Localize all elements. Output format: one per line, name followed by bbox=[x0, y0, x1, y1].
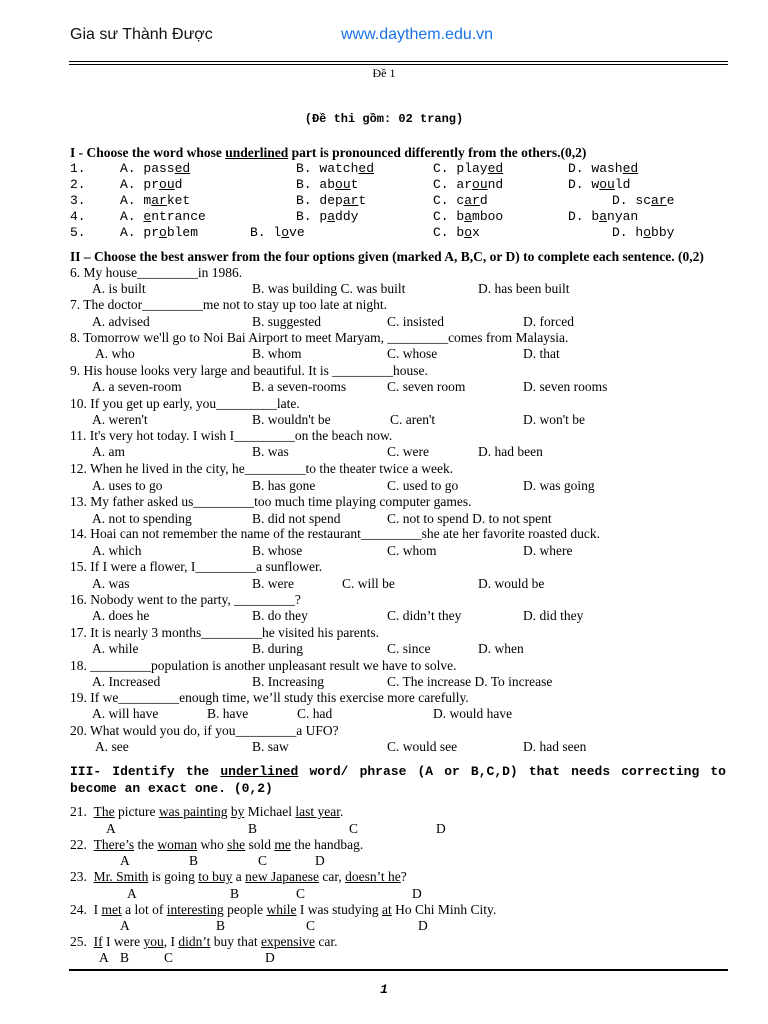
section2-line-17: B. a seven-rooms bbox=[252, 379, 347, 394]
section2-line-60: A. Increased bbox=[92, 674, 161, 689]
q24-letter-a: A bbox=[120, 918, 130, 933]
section2-line-58: D. when bbox=[478, 641, 524, 656]
section2-line-26: A. am bbox=[92, 444, 125, 459]
section2-line-56: B. during bbox=[252, 641, 304, 656]
section2-heading: II – Choose the best answer from the four options given (marked A, B,C, or D) to complete each sentence. (0,2) bbox=[70, 249, 704, 264]
section1-row-2-option-b: B. about bbox=[296, 177, 359, 192]
section1-row-4-number: 4. bbox=[70, 209, 86, 224]
section2-line-41: B. whose bbox=[252, 543, 303, 558]
q22-letter-c: C bbox=[258, 853, 268, 868]
section2-line-24: D. won't be bbox=[523, 412, 586, 427]
section2-line-44: 15. If I were a flower, I_________a sunflower. bbox=[70, 559, 323, 574]
section2-line-23: C. aren't bbox=[390, 412, 436, 427]
section2-line-43: D. where bbox=[523, 543, 573, 558]
section1-row-4-option-a: A. entrance bbox=[120, 209, 206, 224]
section2-line-46: B. were bbox=[252, 576, 294, 591]
section1-row-4-option-c: C. bamboo bbox=[433, 209, 504, 224]
q25-letter-d: D bbox=[265, 950, 275, 965]
question-24: 24. I met a lot of interesting people while I was studying at Ho Chi Minh City. bbox=[70, 902, 497, 917]
section2-line-54: 17. It is nearly 3 months_________he visited his parents. bbox=[70, 625, 379, 640]
section1-row-3-option-d: D. scare bbox=[612, 193, 675, 208]
question-23: 23. Mr. Smith is going to buy a new Japanese car, doesn’t he? bbox=[70, 869, 407, 884]
section2-line-67: D. would have bbox=[433, 706, 513, 721]
section2-line-48: D. would be bbox=[478, 576, 545, 591]
section2-line-64: A. will have bbox=[92, 706, 159, 721]
q22-letter-b: B bbox=[189, 853, 199, 868]
section2-line-51: B. do they bbox=[252, 608, 308, 623]
section1-row-2-option-c: C. around bbox=[433, 177, 504, 192]
section2-line-1: 6. My house_________in 1986. bbox=[70, 265, 243, 280]
section2-line-27: B. was bbox=[252, 444, 289, 459]
section2-line-21: A. weren't bbox=[92, 412, 148, 427]
q22-letter-a: A bbox=[120, 853, 130, 868]
section2-line-34: D. was going bbox=[523, 478, 595, 493]
section2-line-32: B. has gone bbox=[252, 478, 316, 493]
question-21: 21. The picture was painting by Michael last year. bbox=[70, 804, 344, 819]
q23-letter-a: A bbox=[127, 886, 137, 901]
section2-line-45: A. was bbox=[92, 576, 130, 591]
section1-row-5-option-c: C. box bbox=[433, 225, 480, 240]
footer-rule bbox=[69, 969, 728, 971]
section2-line-66: C. had bbox=[297, 706, 333, 721]
section2-line-20: 10. If you get up early, you_________late. bbox=[70, 396, 300, 411]
section1-row-2-option-a: A. proud bbox=[120, 177, 183, 192]
section1-row-5-option-b: B. love bbox=[250, 225, 305, 240]
section2-line-22: B. wouldn't be bbox=[252, 412, 331, 427]
section2-line-65: B. have bbox=[207, 706, 249, 721]
section2-line-4: D. has been built bbox=[478, 281, 570, 296]
section2-line-31: A. uses to go bbox=[92, 478, 163, 493]
section1-row-1-option-d: D. washed bbox=[568, 161, 639, 176]
section2-line-72: D. had seen bbox=[523, 739, 587, 754]
q23-letter-c: C bbox=[296, 886, 306, 901]
q25-letter-c: C bbox=[164, 950, 174, 965]
q24-letter-c: C bbox=[306, 918, 316, 933]
exam-title: Đề 1 bbox=[372, 66, 396, 80]
section3-heading: III- Identify the underlined word/ phrase (A or B,C,D) that needs correcting to become an exact one. (0,2) bbox=[70, 764, 726, 796]
section1-row-3-number: 3. bbox=[70, 193, 86, 208]
section2-line-39: 14. Hoai can not remember the name of the restaurant_________she ate her favorite roasted duck. bbox=[70, 526, 601, 541]
section2-line-10: 8. Tomorrow we'll go to Noi Bai Airport to meet Maryam, _________comes from Malaysia. bbox=[70, 330, 569, 345]
section2-line-37: B. did not spend bbox=[252, 511, 341, 526]
section1-row-4-option-d: D. banyan bbox=[568, 209, 639, 224]
section2-line-71: C. would see bbox=[387, 739, 458, 754]
section2-line-57: C. since bbox=[387, 641, 431, 656]
section2-line-70: B. saw bbox=[252, 739, 289, 754]
section2-line-36: A. not to spending bbox=[92, 511, 192, 526]
section1-row-3-option-b: B. depart bbox=[296, 193, 367, 208]
section2-line-40: A. which bbox=[92, 543, 142, 558]
q25-letter-b: B bbox=[120, 950, 130, 965]
section2-line-38: C. not to spend D. to not spent bbox=[387, 511, 552, 526]
section2-line-7: B. suggested bbox=[252, 314, 321, 329]
q24-letter-d: D bbox=[418, 918, 428, 933]
question-25: 25. If I were you, I didn’t buy that expensive car. bbox=[70, 934, 338, 949]
section1-heading: I - Choose the word whose underlined part is pronounced differently from the others.(0,2) bbox=[70, 145, 587, 160]
q24-letter-b: B bbox=[216, 918, 226, 933]
section2-line-50: A. does he bbox=[92, 608, 150, 623]
section2-line-61: B. Increasing bbox=[252, 674, 324, 689]
section2-line-53: D. did they bbox=[523, 608, 584, 623]
q25-letter-a: A bbox=[99, 950, 109, 965]
section2-line-49: 16. Nobody went to the party, _________? bbox=[70, 592, 301, 607]
section2-line-2: A. is built bbox=[92, 281, 146, 296]
section2-line-6: A. advised bbox=[92, 314, 150, 329]
section2-line-5: 7. The doctor_________me not to stay up too late at night. bbox=[70, 297, 387, 312]
section1-row-1-option-b: B. watched bbox=[296, 161, 375, 176]
section1-row-1-option-a: A. passed bbox=[120, 161, 191, 176]
section1-row-5-number: 5. bbox=[70, 225, 86, 240]
section1-row-5-option-a: A. problem bbox=[120, 225, 199, 240]
header-rule bbox=[69, 61, 728, 65]
q23-letter-b: B bbox=[230, 886, 240, 901]
section2-line-33: C. used to go bbox=[387, 478, 459, 493]
section2-line-47: C. will be bbox=[342, 576, 395, 591]
section2-line-13: C. whose bbox=[387, 346, 438, 361]
q23-letter-d: D bbox=[412, 886, 422, 901]
section2-line-25: 11. It's very hot today. I wish I_________on the beach now. bbox=[70, 428, 393, 443]
section2-line-9: D. forced bbox=[523, 314, 574, 329]
section1-row-3-option-a: A. market bbox=[120, 193, 191, 208]
header-website[interactable]: www.daythem.edu.vn bbox=[341, 26, 494, 43]
section2-line-18: C. seven room bbox=[387, 379, 466, 394]
section1-row-1-option-c: C. played bbox=[433, 161, 504, 176]
section2-line-16: A. a seven-room bbox=[92, 379, 182, 394]
section1-row-1-number: 1. bbox=[70, 161, 86, 176]
section1-row-5-option-d: D. hobby bbox=[612, 225, 675, 240]
section2-line-68: 20. What would you do, if you_________a UFO? bbox=[70, 723, 339, 738]
section2-line-28: C. were bbox=[387, 444, 429, 459]
section2-line-42: C. whom bbox=[387, 543, 437, 558]
section1-row-3-option-c: C. card bbox=[433, 193, 488, 208]
section2-line-35: 13. My father asked us_________too much time playing computer games. bbox=[70, 494, 472, 509]
section2-line-69: A. see bbox=[95, 739, 129, 754]
section2-line-29: D. had been bbox=[478, 444, 543, 459]
section2-line-11: A. who bbox=[95, 346, 135, 361]
section2-line-3: B. was building C. was built bbox=[252, 281, 406, 296]
section2-line-59: 18. _________population is another unpleasant result we have to solve. bbox=[70, 658, 457, 673]
section2-line-8: C. insisted bbox=[387, 314, 445, 329]
q21-letter-d: D bbox=[436, 821, 446, 836]
section2-line-62: C. The increase D. To increase bbox=[387, 674, 553, 689]
q21-letter-a: A bbox=[106, 821, 116, 836]
question-22: 22. There’s the woman who she sold me the handbag. bbox=[70, 837, 364, 852]
q21-letter-c: C bbox=[349, 821, 359, 836]
section2-line-63: 19. If we_________enough time, we’ll study this exercise more carefully. bbox=[70, 690, 469, 705]
q21-letter-b: B bbox=[248, 821, 258, 836]
header-author: Gia sư Thành Được bbox=[70, 26, 213, 43]
section2-line-14: D. that bbox=[523, 346, 560, 361]
section2-line-12: B. whom bbox=[252, 346, 302, 361]
section1-row-2-option-d: D. would bbox=[568, 177, 631, 192]
section2-line-15: 9. His house looks very large and beautiful. It is _________house. bbox=[70, 363, 428, 378]
section1-row-2-number: 2. bbox=[70, 177, 86, 192]
q22-letter-d: D bbox=[315, 853, 325, 868]
section2-line-55: A. while bbox=[92, 641, 139, 656]
section1-row-4-option-b: B. paddy bbox=[296, 209, 359, 224]
section2-line-52: C. didn’t they bbox=[387, 608, 462, 623]
section2-line-19: D. seven rooms bbox=[523, 379, 608, 394]
exam-page-count: (Đề thi gồm: 02 trang) bbox=[304, 112, 464, 126]
page-number: 1 bbox=[380, 982, 388, 997]
section2-line-30: 12. When he lived in the city, he_________to the theater twice a week. bbox=[70, 461, 454, 476]
